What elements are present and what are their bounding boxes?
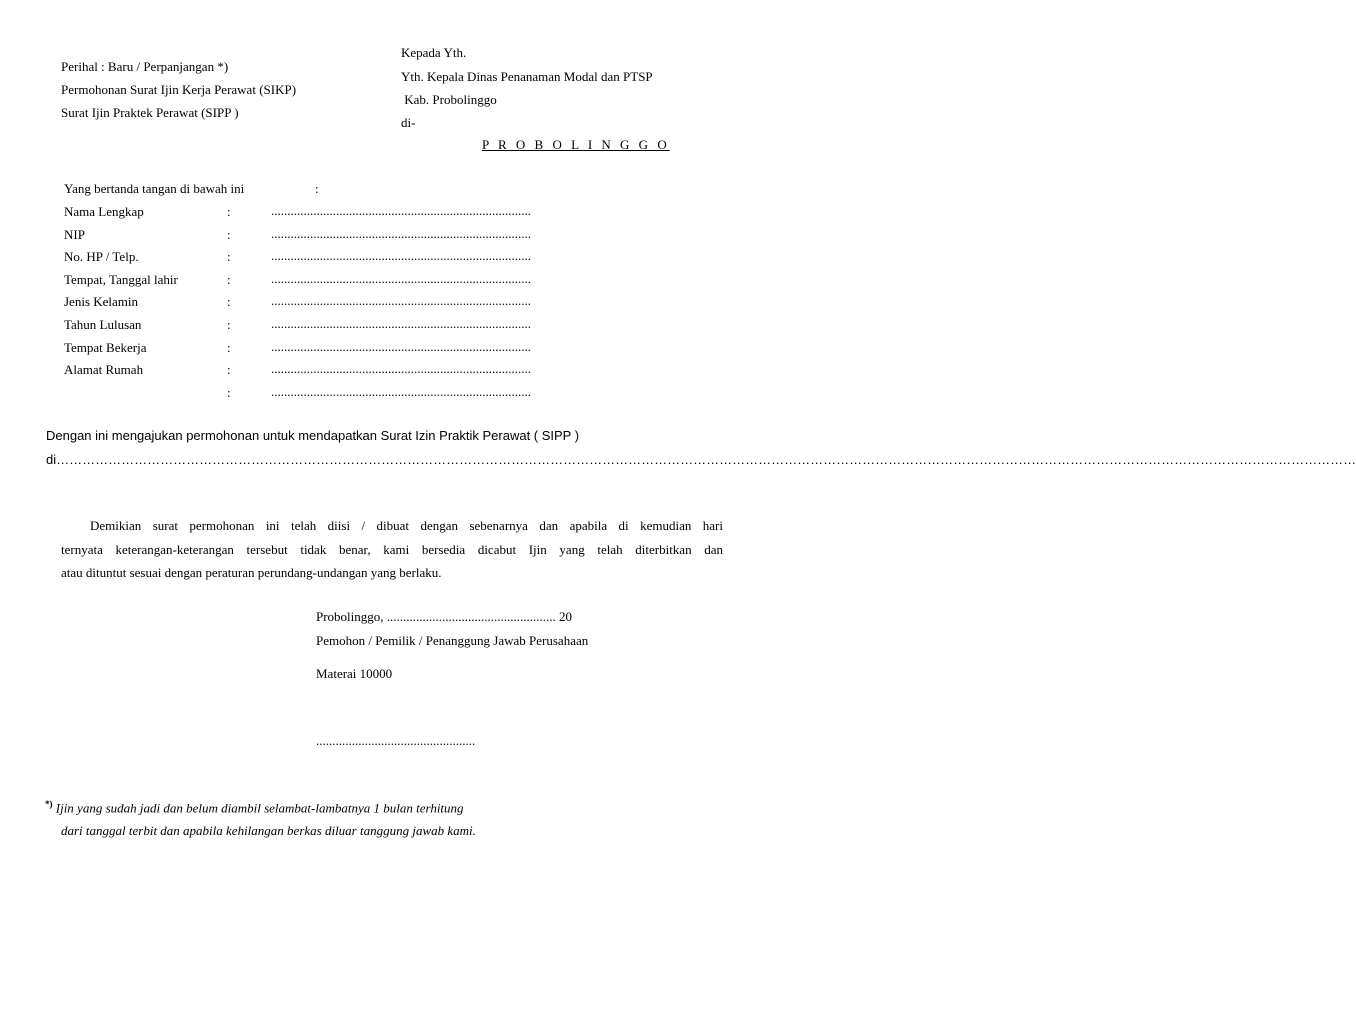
recipient-kab: Kab. Probolinggo <box>401 92 497 107</box>
form-field-colon: : <box>227 362 231 377</box>
form-field-input-line[interactable]: ................................................................................ <box>271 339 531 354</box>
form-field-label: NIP <box>64 227 85 242</box>
stamp-duty-note: Materai 10000 <box>316 666 393 681</box>
applicant-role: Pemohon / Pemilik / Penanggung Jawab Perusahaan <box>316 633 589 648</box>
subject-line: Perihal : Baru / Perpanjangan *) <box>61 59 229 74</box>
signature-line[interactable]: ................................................. <box>316 733 476 748</box>
request-line: Dengan ini mengajukan permohonan untuk mendapatkan Surat Izin Praktik Perawat ( SIPP ) <box>46 428 580 443</box>
footnote-text-1: Ijin yang sudah jadi dan belum diambil selambat-lambatnya 1 bulan terhitung <box>55 800 464 816</box>
footnote-line-2: dari tanggal terbit dan apabila kehilangan berkas diluar tanggung jawab kami. <box>61 823 476 838</box>
form-field-input-line[interactable]: ................................................................................ <box>271 203 531 218</box>
form-field-input-line[interactable]: ................................................................................ <box>271 361 531 376</box>
recipient-salutation: Kepada Yth. <box>401 45 467 60</box>
form-field-colon: : <box>227 340 231 355</box>
footnote-line-1 <box>45 799 464 816</box>
form-field-colon: : <box>227 204 231 219</box>
form-field-label: Tempat, Tanggal lahir <box>64 272 178 287</box>
form-intro: Yang bertanda tangan di bawah ini <box>64 181 245 196</box>
form-field-label: Tahun Lulusan <box>64 317 142 332</box>
form-field-input-line[interactable]: ................................................................................ <box>271 293 531 308</box>
place-date[interactable]: Probolinggo, .................................................... 20 <box>316 609 573 624</box>
form-field-label: Tempat Bekerja <box>64 340 147 355</box>
closing-line-1: Demikian surat permohonan ini telah diisi / dibuat dengan sebenarnya dan apabila di kemudian hari <box>90 518 723 533</box>
footnote-mark: *) <box>45 799 53 809</box>
form-field-label: No. HP / Telp. <box>64 249 139 264</box>
form-field-colon: : <box>227 317 231 332</box>
form-intro-colon: : <box>315 181 319 196</box>
form-field-colon: : <box>227 272 231 287</box>
form-field-input-line[interactable]: ................................................................................ <box>271 226 531 241</box>
recipient-city: P R O B O L I N G G O <box>482 137 670 152</box>
recipient-di: di- <box>401 115 416 130</box>
closing-line-3: atau dituntut sesuai dengan peraturan perundang-undangan yang berlaku. <box>61 565 442 580</box>
form-field-input-line[interactable]: ................................................................................ <box>271 271 531 286</box>
form-field-input-line[interactable]: ................................................................................ <box>271 316 531 331</box>
form-field-label: Alamat Rumah <box>64 362 144 377</box>
subject-sipp: Surat Ijin Praktek Perawat (SIPP ) <box>61 105 239 120</box>
form-field-label: Nama Lengkap <box>64 204 144 219</box>
form-field-input-line[interactable]: ................................................................................ <box>271 384 531 399</box>
subject-sikp: Permohonan Surat Ijin Kerja Perawat (SIKP) <box>61 82 297 97</box>
closing-line-2: ternyata keterangan-keterangan tersebut tidak benar, kami bersedia dicabut Ijin yang telah diterbitkan dan <box>61 542 723 557</box>
request-location-line[interactable]: di………………………………………………………………………………………………………………………………………………………………………………………………………………………………………………………………………… <box>46 452 1356 467</box>
form-field-input-line[interactable]: ................................................................................ <box>271 248 531 263</box>
form-field-label: Jenis Kelamin <box>64 294 139 309</box>
form-field-colon: : <box>227 294 231 309</box>
form-field-colon: : <box>227 249 231 264</box>
form-field-colon: : <box>227 227 231 242</box>
recipient-title: Yth. Kepala Dinas Penanaman Modal dan PTSP <box>401 69 653 84</box>
form-field-colon: : <box>227 385 231 400</box>
